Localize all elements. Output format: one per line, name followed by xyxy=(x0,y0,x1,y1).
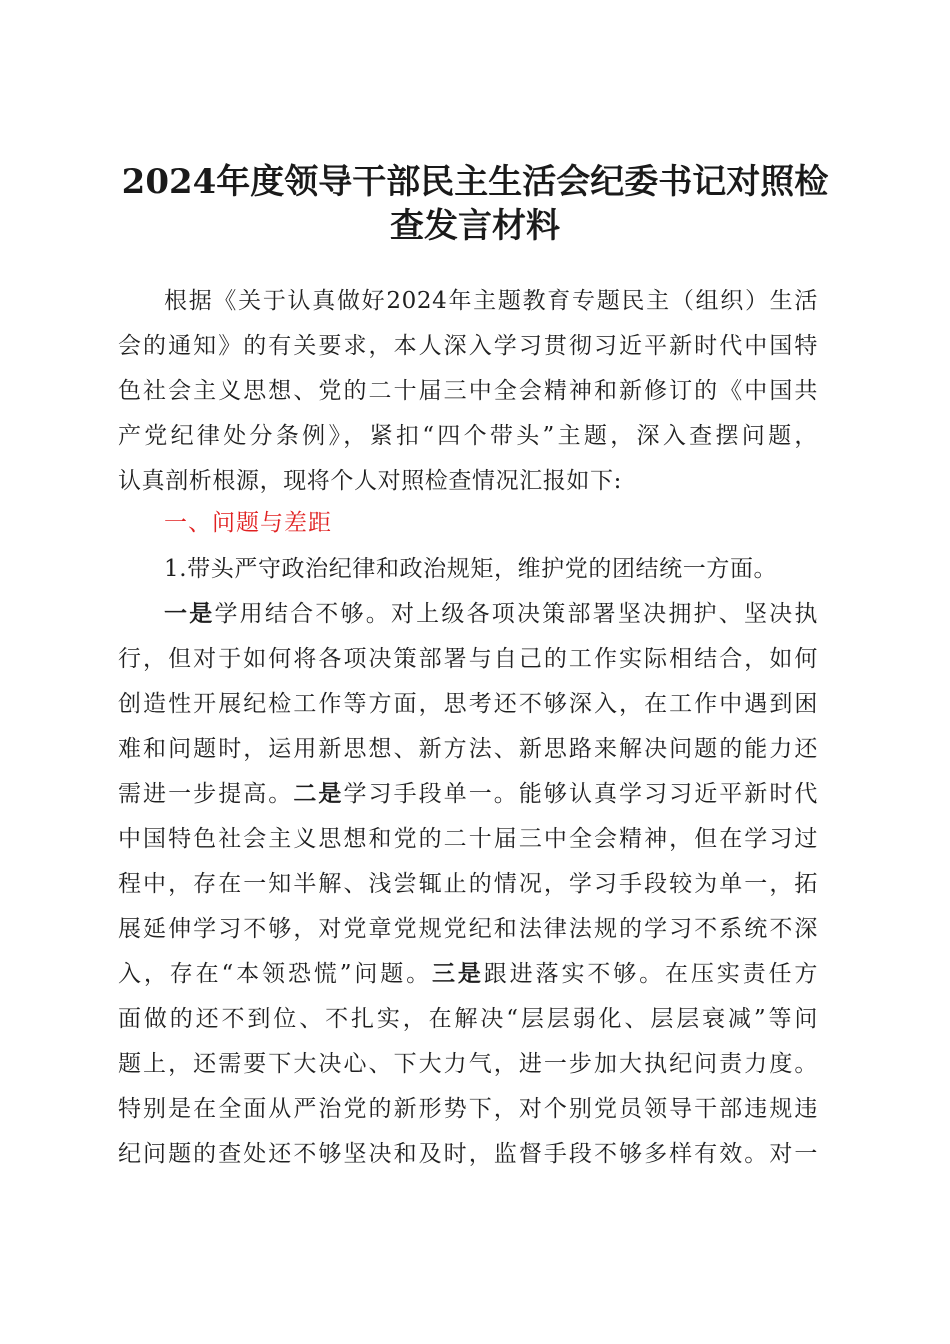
body-line: 程中，存在一知半解、浅尝辄止的情况，学习手段较为单一，拓 xyxy=(118,871,818,897)
body-text: 入，存在“本领恐慌”问题。 xyxy=(118,961,433,987)
body-line xyxy=(164,599,818,629)
body-line: 特别是在全面从严治党的新形势下，对个别党员领导干部违规违 xyxy=(118,1096,818,1122)
body-text: 需进一步提高。 xyxy=(118,781,294,807)
intro-line: 产党纪律处分条例》，紧扣“四个带头”主题，深入查摆问题， xyxy=(118,423,818,449)
body-text: 学习手段单一。能够认真学习习近平新时代 xyxy=(343,781,819,807)
title-line-1: 2024年度领导干部民主生活会纪委书记对照检 xyxy=(121,162,829,202)
intro-line: 会的通知》的有关要求，本人深入学习贯彻习近平新时代中国特 xyxy=(118,333,818,359)
body-line: 创造性开展纪检工作等方面，思考还不够深入，在工作中遇到困 xyxy=(118,691,818,717)
section-heading: 一、问题与差距 xyxy=(164,510,332,536)
title-line-2: 查发言材料 xyxy=(390,206,560,246)
body-line: 难和问题时，运用新思想、新方法、新思路来解决问题的能力还 xyxy=(118,736,818,762)
lead-term: 二是 xyxy=(293,780,344,807)
intro-line: 色社会主义思想、党的二十届三中全会精神和新修订的《中国共 xyxy=(118,378,818,404)
lead-term: 一是 xyxy=(164,600,215,627)
item-heading: 1.带头严守政治纪律和政治规矩，维护党的团结统一方面。 xyxy=(164,556,778,582)
body-line: 纪问题的查处还不够坚决和及时，监督手段不够多样有效。对一 xyxy=(118,1141,818,1167)
body-text: 学用结合不够。对上级各项决策部署坚决拥护、坚决执 xyxy=(214,601,818,627)
body-line: 面做的还不到位、不扎实，在解决“层层弱化、层层衰减”等问 xyxy=(118,1006,818,1032)
intro-line: 认真剖析根源，现将个人对照检查情况汇报如下: xyxy=(118,468,622,494)
lead-term: 三是 xyxy=(432,960,484,987)
body-line xyxy=(118,779,818,809)
body-line: 展延伸学习不够，对党章党规党纪和法律法规的学习不系统不深 xyxy=(118,916,818,942)
body-line: 题上，还需要下大决心、下大力气，进一步加大执纪问责力度。 xyxy=(118,1051,818,1077)
body-line: 行，但对于如何将各项决策部署与自己的工作实际相结合，如何 xyxy=(118,646,818,672)
body-text: 跟进落实不够。在压实责任方 xyxy=(483,961,818,987)
body-line: 中国特色社会主义思想和党的二十届三中全会精神，但在学习过 xyxy=(118,826,818,852)
document-title xyxy=(100,160,850,248)
intro-line: 根据《关于认真做好2024年主题教育专题民主（组织）生活 xyxy=(164,288,818,314)
body-line xyxy=(118,959,818,989)
